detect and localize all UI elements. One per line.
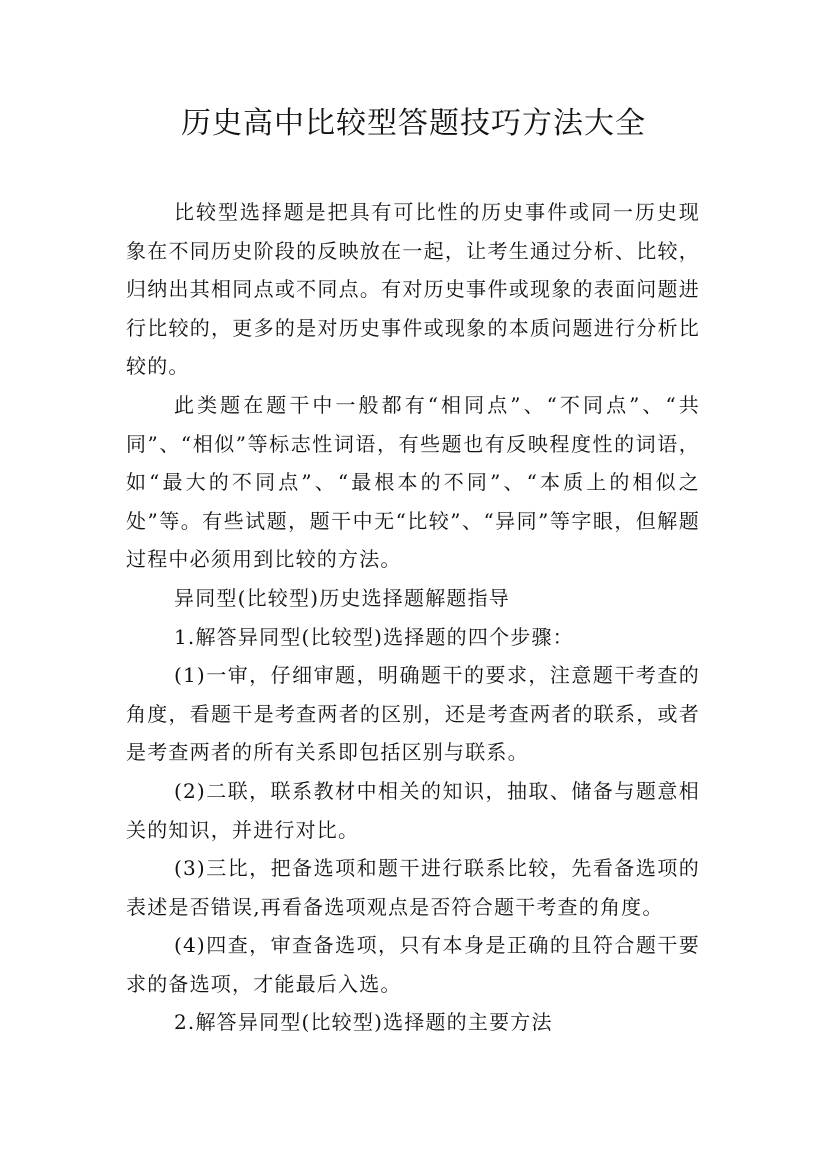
document-title: 历史高中比较型答题技巧方法大全 bbox=[181, 106, 646, 141]
paragraph-keywords: 此类题在题干中一般都有“相同点”、“不同点”、“共同”、“相似”等标志性词语，有些题也有反映程度性的词语，如“最大的不同点”、“最根本的不同”、“本质上的相似之处”等。有些试题，题干中无“比较”、“异同”等字眼，但解题过程中必须用到比较的方法。 bbox=[126, 392, 700, 572]
subheading-methods: 2.解答异同型(比较型)选择题的主要方法 bbox=[174, 1010, 553, 1035]
step-2-paragraph: (2)二联，联系教材中相关的知识，抽取、储备与题意相关的知识，并进行对比。 bbox=[126, 778, 700, 842]
step-4-paragraph: (4)四查，审查备选项，只有本身是正确的且符合题干要求的备选项，才能最后入选。 bbox=[126, 933, 700, 996]
document-body bbox=[126, 193, 700, 1042]
subheading-steps: 1.解答异同型(比较型)选择题的四个步骤： bbox=[174, 624, 574, 649]
paragraph-intro: 比较型选择题是把具有可比性的历史事件或同一历史现象在不同历史阶段的反映放在一起，让考生通过分析、比较，归纳出其相同点或不同点。有对历史事件或现象的表面问题进行比较的，更多的是对历史事件或现象的本质问题进行分析比较的。 bbox=[126, 200, 700, 379]
step-3-paragraph: (3)三比，把备选项和题干进行联系比较，先看备选项的表述是否错误,再看备选项观点是否符合题干考查的角度。 bbox=[126, 856, 700, 919]
step-1-paragraph: (1)一审，仔细审题，明确题干的要求，注意题干考查的角度，看题干是考查两者的区别，还是考查两者的联系，或者是考查两者的所有关系即包括区别与联系。 bbox=[126, 663, 700, 765]
section-heading: 异同型(比较型)历史选择题解题指导 bbox=[174, 585, 511, 610]
